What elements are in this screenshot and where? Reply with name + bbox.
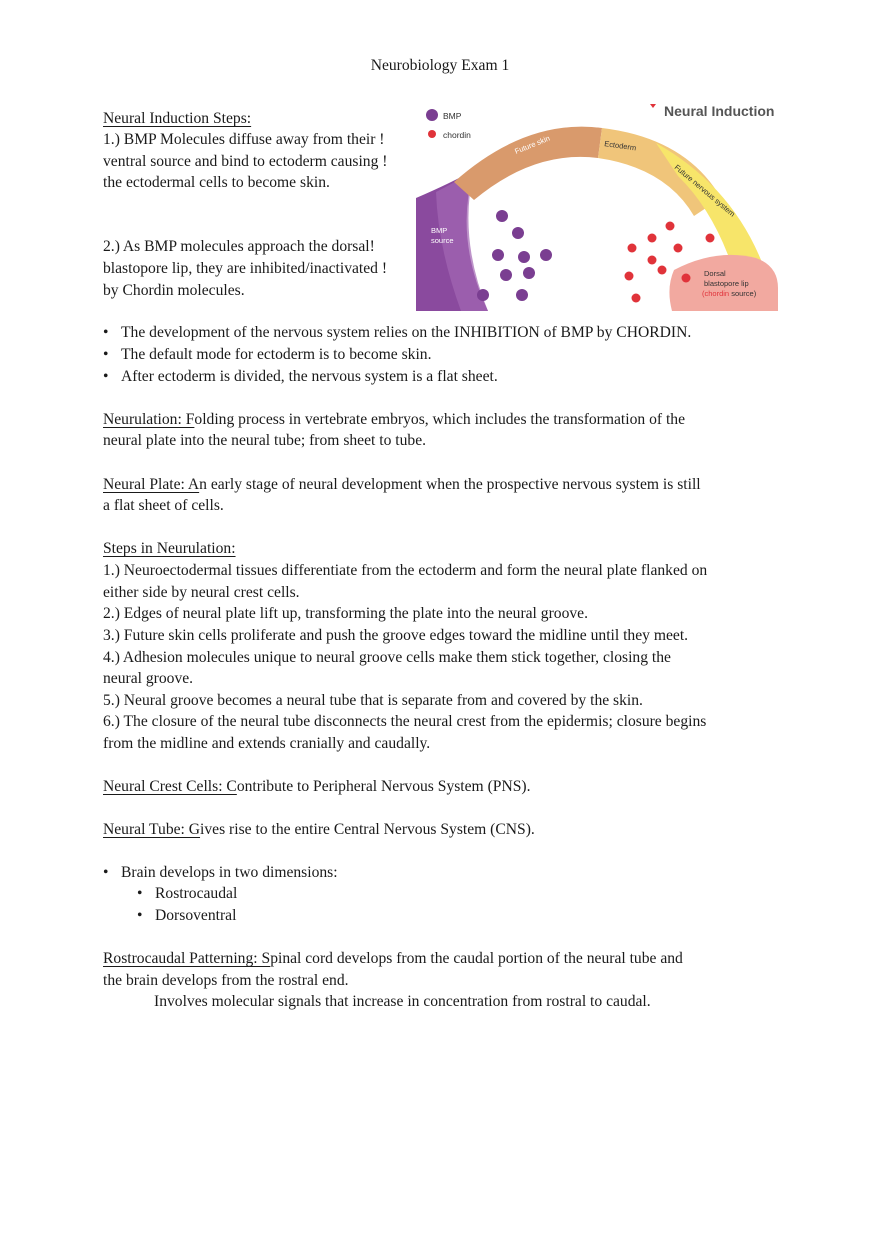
chordin-molecule xyxy=(628,244,637,253)
bullet-default-mode: The default mode for ectoderm is to become skin. xyxy=(121,346,432,363)
chordin-molecule xyxy=(658,266,667,275)
bullet-flat-sheet: After ectoderm is divided, the nervous system is a flat sheet. xyxy=(121,368,498,385)
steps-neurulation-heading: Steps in Neurulation: xyxy=(103,540,236,557)
induction-step1-line2: ventral source and bind to ectoderm causing ! xyxy=(103,153,388,170)
rostrocaudal-def-1: pinal cord develops from the caudal portion of the neural tube and xyxy=(270,950,683,967)
rostrocaudal-term: Rostrocaudal Patterning: S xyxy=(103,950,271,967)
legend-bmp-label: BMP xyxy=(443,111,462,121)
chordin-source-label xyxy=(702,289,757,298)
induction-step1-line3: the ectodermal cells to become skin. xyxy=(103,174,330,191)
neurulation-step-line: from the midline and extends cranially and caudally. xyxy=(103,735,431,752)
bmp-molecule xyxy=(492,249,504,261)
ectoderm-label: Ectoderm xyxy=(603,139,637,153)
sub-bullet-rostrocaudal: Rostrocaudal xyxy=(155,885,238,902)
neurulation-step-line: 3.) Future skin cells proliferate and push the groove edges toward the midline until they meet. xyxy=(103,627,689,644)
bmp-molecule xyxy=(516,289,528,301)
future-skin-label: Future skin xyxy=(513,133,552,156)
bmp-molecule xyxy=(512,227,524,239)
bmp-molecule xyxy=(518,251,530,263)
chordin-molecule xyxy=(706,234,715,243)
chordin-source-label-b: source) xyxy=(729,289,757,298)
sub-bullet-dot: • xyxy=(137,907,143,924)
chordin-molecule xyxy=(674,244,683,253)
neural-crest-def: ontribute to Peripheral Nervous System (PNS). xyxy=(236,778,531,795)
bullet-dot: • xyxy=(103,346,109,363)
neural-crest-line xyxy=(103,776,530,797)
sub-bullet-dorsoventral: Dorsoventral xyxy=(155,907,237,924)
bmp-molecule xyxy=(523,267,535,279)
legend-bmp-dot xyxy=(426,109,438,121)
induction-step2-line1: 2.) As BMP molecules approach the dorsal! xyxy=(103,238,375,255)
chordin-molecule xyxy=(648,234,657,243)
bullet-brain-dimensions: Brain develops in two dimensions: xyxy=(121,864,338,881)
neurulation-step-line: 1.) Neuroectodermal tissues differentiate from the ectoderm and form the neural plate flanked on xyxy=(103,562,708,579)
neural-plate-line2: a flat sheet of cells. xyxy=(103,497,224,514)
bullet-dot: • xyxy=(103,324,109,341)
bmp-molecule xyxy=(540,249,552,261)
figure-title: Neural Induction xyxy=(664,103,775,119)
neural-crest-term: Neural Crest Cells: C xyxy=(103,778,237,795)
neurulation-term: Neurulation: F xyxy=(103,411,195,428)
neurulation-step-line: either side by neural crest cells. xyxy=(103,584,300,601)
legend-chordin-dot xyxy=(428,130,436,138)
future-nervous-system-label: Future nervous system xyxy=(672,162,737,219)
neurulation-line2: neural plate into the neural tube; from sheet to tube. xyxy=(103,432,427,449)
neurulation-line1 xyxy=(103,409,685,430)
neural-induction-heading: Neural Induction Steps: xyxy=(103,110,252,127)
bullet-dot: • xyxy=(103,864,109,881)
bmp-molecule xyxy=(500,269,512,281)
neural-tube-def: ives rise to the entire Central Nervous System (CNS). xyxy=(200,821,535,838)
rostrocaudal-line2: the brain develops from the rostral end. xyxy=(103,972,349,989)
neural-plate-term: Neural Plate: A xyxy=(103,476,200,493)
neural-plate-def-1: n early stage of neural development when the prospective nervous system is still xyxy=(199,476,701,493)
neural-tube-line xyxy=(103,819,535,840)
dorsal-label-2: blastopore lip xyxy=(704,279,749,288)
induction-step2-line2: blastopore lip, they are inhibited/inactivated ! xyxy=(103,260,388,277)
neural-induction-figure xyxy=(416,98,778,311)
neural-plate-line1 xyxy=(103,474,701,495)
bmp-source-label-2: source xyxy=(431,236,454,245)
rostrocaudal-line3: Involves molecular signals that increase in concentration from rostral to caudal. xyxy=(154,993,651,1010)
induction-step1-line1: 1.) BMP Molecules diffuse away from their ! xyxy=(103,131,385,148)
page-title: Neurobiology Exam 1 xyxy=(370,57,510,74)
neurulation-def-1: olding process in vertebrate embryos, which includes the transformation of the xyxy=(194,411,686,428)
neurulation-step-line: 6.) The closure of the neural tube disconnects the neural crest from the epidermis; closure begins xyxy=(103,713,707,730)
neural-tube-term: Neural Tube: G xyxy=(103,821,201,838)
neurulation-step-line: 4.) Adhesion molecules unique to neural groove cells make them stick together, closing the xyxy=(103,649,671,666)
chordin-source-label-a: (chordin xyxy=(702,289,730,298)
neurulation-step-line: 2.) Edges of neural plate lift up, transforming the plate into the neural groove. xyxy=(103,605,588,622)
chordin-molecule xyxy=(625,272,634,281)
chordin-molecule xyxy=(648,256,657,265)
neurulation-step-line: 5.) Neural groove becomes a neural tube that is separate from and covered by the skin. xyxy=(103,692,643,709)
bmp-source-label-1: BMP xyxy=(431,226,448,235)
chordin-molecule xyxy=(632,294,641,303)
chordin-molecule xyxy=(666,222,675,231)
bullet-inhibition: The development of the nervous system relies on the INHIBITION of BMP by CHORDIN. xyxy=(121,324,692,341)
sub-bullet-dot: • xyxy=(137,885,143,902)
induction-step2-line3: by Chordin molecules. xyxy=(103,282,245,299)
dorsal-label-1: Dorsal xyxy=(704,269,726,278)
bmp-molecule xyxy=(477,289,489,301)
neurulation-step-line: neural groove. xyxy=(103,670,194,687)
rostrocaudal-line1 xyxy=(103,948,683,969)
bmp-molecule xyxy=(496,210,508,222)
bullet-dot: • xyxy=(103,368,109,385)
legend-chordin-label: chordin xyxy=(443,130,471,140)
chordin-molecule xyxy=(682,274,691,283)
